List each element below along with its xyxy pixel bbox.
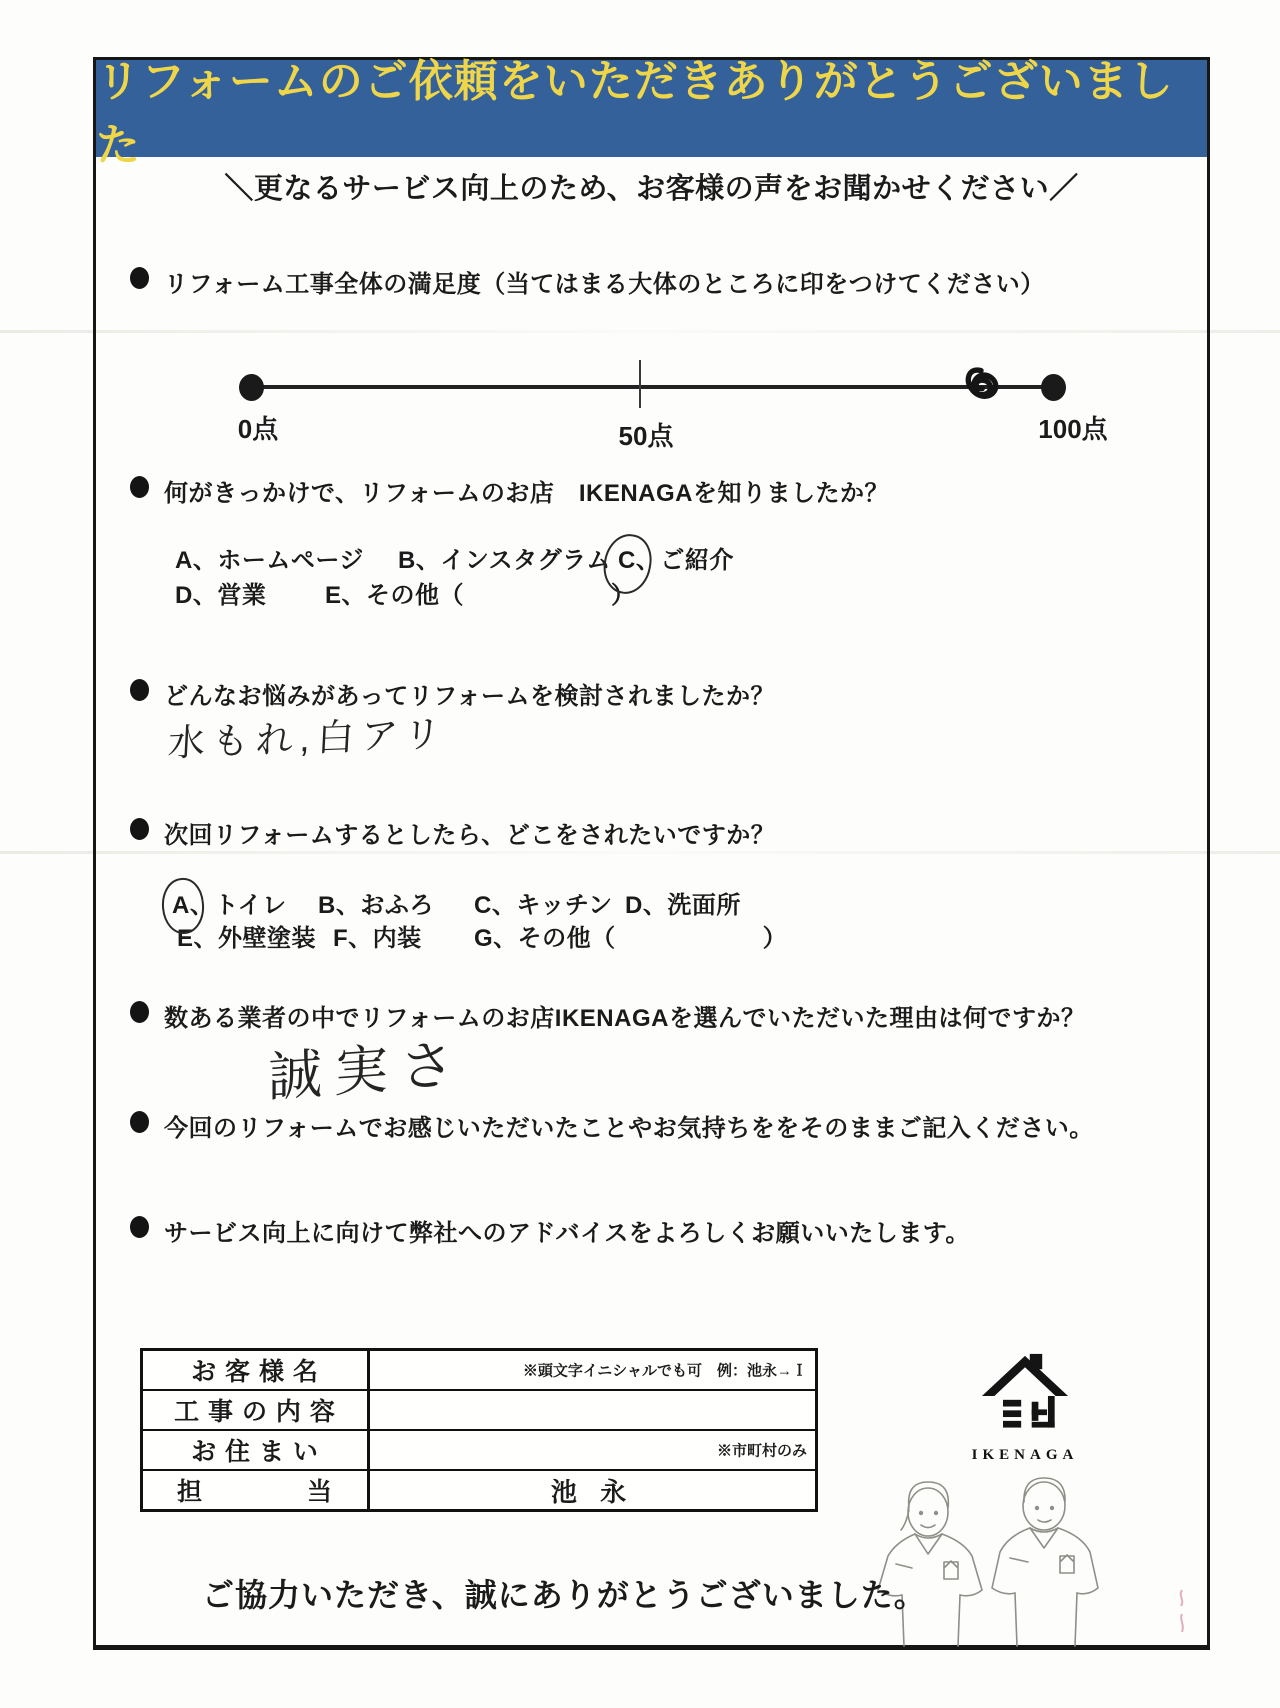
question-how-found-label: 何がきっかけで、リフォームのお店 IKENAGAを知りましたか？ <box>164 480 889 507</box>
scale-label-50: 50点 <box>618 421 674 451</box>
option-other-q4: G、その他（ ） <box>474 925 788 952</box>
table-label-staff: 担 当 <box>143 1471 370 1509</box>
table-field-residence <box>370 1431 815 1469</box>
question-reason-chosen <box>130 998 1160 1033</box>
question-satisfaction <box>130 264 1130 299</box>
bullet-icon <box>130 1111 149 1133</box>
question-advice <box>130 1213 1160 1248</box>
option-bath: B、おふろ <box>318 892 434 919</box>
option-toilet: A、トイレ <box>172 892 287 919</box>
table-note-municipality-only: ※市町村のみ <box>716 1442 807 1460</box>
bullet-icon <box>130 1001 149 1023</box>
footer-thanks: ご協力いただき、誠にありがとうございました。 <box>202 1577 927 1613</box>
scale-label-0: 0点 <box>237 414 279 444</box>
table-row <box>143 1351 815 1391</box>
question-reason-chosen-label: 数ある業者の中でリフォームのお店IKENAGAを選んでいただいた理由は何ですか？ <box>164 1005 1086 1032</box>
staff-illustration <box>852 1468 1124 1648</box>
handwritten-answer-reason: 誠実さ <box>268 1034 466 1108</box>
table-row <box>143 1431 815 1471</box>
table-row <box>143 1391 815 1431</box>
table-field-staff <box>370 1471 815 1509</box>
option-referral: C、ご紹介 <box>618 547 734 574</box>
bullet-icon <box>130 476 149 498</box>
question-concerns-label: どんなお悩みがあってリフォームを検討されましたか？ <box>164 683 776 710</box>
question-impressions <box>130 1108 1160 1143</box>
subtitle: ＼更なるサービス向上のため、お客様の声をお聞かせください／ <box>224 173 1079 205</box>
question-satisfaction-label: リフォーム工事全体の満足度（当てはまる大体のところに印をつけてください） <box>164 271 1045 298</box>
scan-artifact-mark <box>1176 1588 1188 1634</box>
handwritten-answer-concerns: 水もれ,白アリ <box>166 713 449 764</box>
scale-midpoint-tick <box>639 360 641 408</box>
scale-label-100: 100点 <box>1038 414 1108 444</box>
option-homepage: A、ホームページ <box>175 547 364 574</box>
table-field-work-content <box>370 1391 815 1429</box>
company-logo <box>955 1352 1095 1464</box>
question-next-reform-label: 次回リフォームするとしたら、どこをされたいですか？ <box>164 822 776 849</box>
table-field-customer-name <box>370 1351 815 1389</box>
table-row <box>143 1471 815 1509</box>
handwritten-scribble-mark <box>957 360 1005 410</box>
bullet-icon <box>130 267 149 289</box>
bullet-icon <box>130 679 149 701</box>
table-label-residence: お 住 ま い <box>143 1431 370 1469</box>
option-instagram: B、インスタグラム <box>398 547 611 574</box>
ikenaga-house-logo-icon <box>977 1352 1073 1440</box>
option-interior: F、内装 <box>333 925 422 952</box>
table-note-initial-ok: ※頭文字イニシャルでも可 例：池永→Ｉ <box>522 1362 807 1380</box>
option-exterior-paint: E、外壁塗装 <box>177 925 317 952</box>
company-logo-text: IKENAGA <box>971 1447 1079 1463</box>
question-next-reform <box>130 815 1130 850</box>
question-how-found <box>130 473 1130 508</box>
question-impressions-label: 今回のリフォームでお感じいただいたことやお気持ちををそのままご記入ください。 <box>164 1115 1094 1142</box>
table-label-work-content: 工 事 の 内 容 <box>143 1391 370 1429</box>
option-kitchen: C、キッチン <box>474 892 613 919</box>
scale-endpoint-100 <box>1041 374 1066 401</box>
option-washroom: D、洗面所 <box>625 892 741 919</box>
customer-info-table <box>140 1348 818 1512</box>
satisfaction-scale-line <box>251 385 1053 389</box>
question-advice-label: サービス向上に向けて弊社へのアドバイスをよろしくお願いいたします。 <box>164 1220 970 1247</box>
option-other-q2: E、その他（ ） <box>325 582 636 609</box>
question-concerns <box>130 676 1130 711</box>
bullet-icon <box>130 1216 149 1238</box>
header-banner <box>96 56 1207 170</box>
staff-name-value: 池 永 <box>550 1476 635 1507</box>
page-title: リフォームのご依頼をいただきありがとうございました <box>96 56 1174 170</box>
bullet-icon <box>130 818 149 840</box>
table-label-customer-name: お 客 様 名 <box>143 1351 370 1389</box>
scale-endpoint-0 <box>239 374 264 401</box>
option-sales: D、営業 <box>175 582 267 609</box>
